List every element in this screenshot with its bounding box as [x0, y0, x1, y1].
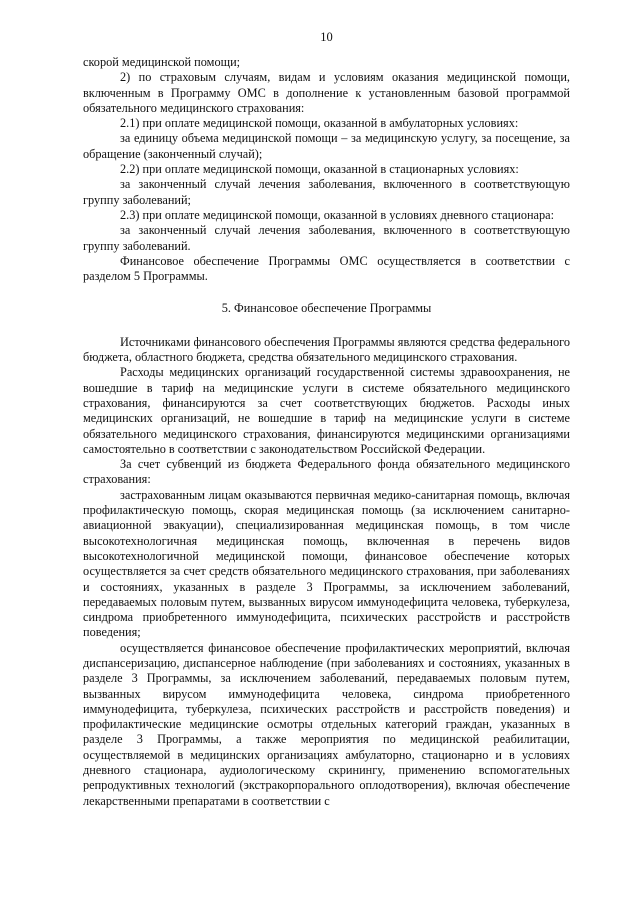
paragraph: за законченный случай лечения заболевания, включенного в соответствующую группу заболеваний; — [83, 177, 570, 207]
paragraph: За счет субвенций из бюджета Федерального фонда обязательного медицинского страхования: — [83, 457, 570, 487]
paragraph: скорой медицинской помощи; — [83, 55, 241, 69]
paragraph: Расходы медицинских организаций государственной системы здравоохранения, не вошедшие в тариф на медицинские услуги в системе обязательного медицинского страхования, финансируются за счет соответствующих бюджетов. Расходы иных медицинских организаций, не вошедшие в тариф на медицинские услуги в системе обязательного медицинского страхования, финансируются медицинскими организациями самостоятельно в соответствии с законодательством Российской Федерации. — [83, 365, 570, 456]
paragraph: застрахованным лицам оказываются первичная медико-санитарная помощь, включая профилактическую помощь, скорая медицинская помощь (за исключением санитарно-авиационной эвакуации), специализированная медицинская помощь, в том числе высокотехнологичная медицинская помощь, включенная в перечень видов высокотехнологичной медицинской помощи, финансовое обеспечение которых осуществляется за счет средств обязательного медицинского страхования, при заболеваниях и состояниях, указанных в разделе 3 Программы, за исключением заболеваний, передаваемых половым путем, вызванных вирусом иммунодефицита человека, туберкулеза, синдрома приобретенного иммунодефицита, психических расстройств и расстройств поведения; — [83, 487, 570, 640]
paragraph: 2.1) при оплате медицинской помощи, оказанной в амбулаторных условиях: — [120, 116, 519, 131]
paragraph: 2.2) при оплате медицинской помощи, оказанной в стационарных условиях: — [120, 162, 519, 177]
paragraph: 2.3) при оплате медицинской помощи, оказанной в условиях дневного стационара: — [120, 207, 555, 222]
section-title: 5. Финансовое обеспечение Программы — [221, 301, 432, 316]
paragraph: за единицу объема медицинской помощи – за медицинскую услугу, за посещение, за обращение (законченный случай); — [83, 131, 570, 161]
page-number: 10 — [320, 30, 333, 44]
paragraph: Источниками финансового обеспечения Программы являются средства федерального бюджета, областного бюджета, средства обязательного медицинского страхования. — [83, 334, 570, 365]
paragraph: за законченный случай лечения заболевания, включенного в соответствующую группу заболеваний. — [83, 223, 570, 253]
paragraph: Финансовое обеспечение Программы ОМС осуществляется в соответствии с разделом 5 Программы. — [83, 253, 570, 284]
paragraph: 2) по страховым случаям, видам и условиям оказания медицинской помощи, включенным в Программу ОМС в дополнение к установленным базовой программой обязательного медицинского страхования: — [83, 70, 570, 115]
blocks-before — [83, 55, 570, 284]
blocks-after — [83, 335, 570, 809]
paragraph: осуществляется финансовое обеспечение профилактических мероприятий, включая диспансеризацию, диспансерное наблюдение (при заболеваниях и состояниях, указанных в разделе 3 Программы, за исключением заболеваний, передаваемых половым путем, вызванных вирусом иммунодефицита человека, синдрома приобретенного иммунодефицита, туберкулеза, психических расстройств и расстройств поведения) и профилактические медицинские осмотры отдельных категорий граждан, указанных в разделе 3 Программы, а также мероприятия по медицинской реабилитации, осуществляемой в медицинских организациях амбулаторно, стационарно и в условиях дневного стационара, аудиологическому скринингу, применению вспомогательных репродуктивных технологий (экстракорпорального оплодотворения), включая обеспечение лекарственными препаратами в соответствии с — [83, 640, 570, 808]
